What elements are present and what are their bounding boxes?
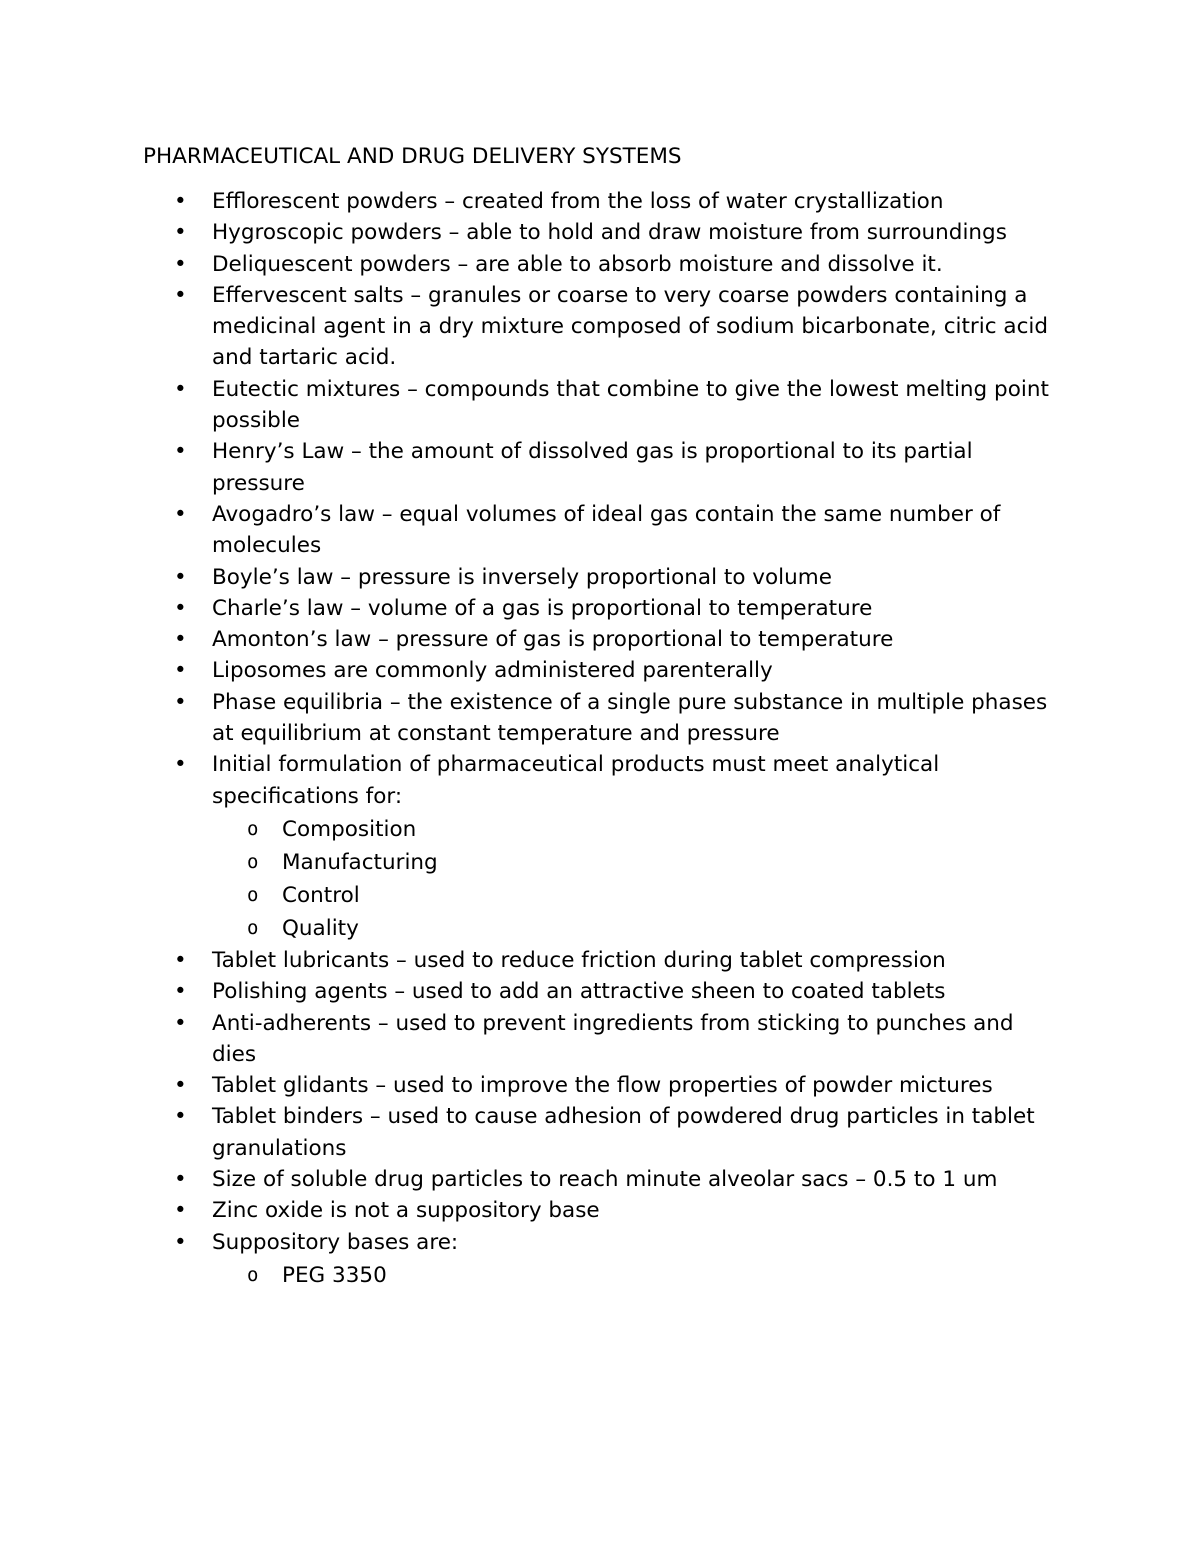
sub-bullet-icon: o (247, 817, 259, 840)
sub-list-item (212, 846, 1052, 879)
list-item-text: Suppository bases are: (212, 1229, 459, 1255)
sub-list-item (212, 1259, 1052, 1292)
bullet-icon: • (174, 658, 187, 684)
list-item (0, 374, 1052, 437)
sub-list-item-text: Manufacturing (282, 849, 438, 875)
sub-list-item (212, 879, 1052, 912)
bullet-icon: • (174, 1198, 187, 1224)
bullet-icon: • (174, 439, 187, 465)
bullet-icon: • (174, 627, 187, 653)
list-item-text: Polishing agents – used to add an attractive sheen to coated tablets (212, 979, 946, 1005)
list-item-text: Initial formulation of pharmaceutical products must meet analytical specifications for: (212, 752, 940, 809)
list-item-text: Tablet glidants – used to improve the flow properties of powder mictures (212, 1073, 993, 1099)
list-item-text: Amonton’s law – pressure of gas is proportional to temperature (212, 627, 894, 653)
list-item-text: Henry’s Law – the amount of dissolved gas is proportional to its partial pressure (212, 439, 973, 496)
bullet-icon: • (174, 1167, 187, 1193)
list-item-text: Avogadro’s law – equal volumes of ideal gas contain the same number of molecules (212, 501, 1001, 559)
bullet-icon: • (174, 1104, 187, 1130)
bullet-icon: • (174, 1010, 187, 1036)
bullet-icon: • (174, 282, 187, 308)
sub-list-item-text: Quality (282, 915, 359, 941)
bullet-icon: • (174, 689, 187, 715)
bullet-icon: • (174, 947, 187, 973)
list-item-text: Tablet lubricants – used to reduce friction during tablet compression (212, 947, 946, 973)
sub-bullet-icon: o (247, 1263, 259, 1286)
sub-list (212, 813, 1052, 945)
list-item (0, 687, 1052, 750)
list-item (0, 749, 1052, 945)
sub-bullet-icon: o (247, 883, 259, 906)
sub-list-item-text: Control (282, 882, 360, 908)
list-item (0, 976, 1052, 1007)
list-item-text: Tablet binders – used to cause adhesion of powdered drug particles in tablet granulations (212, 1104, 1035, 1161)
list-item-text: Hygroscopic powders – able to hold and draw moisture from surroundings (212, 220, 1007, 246)
list-item (0, 624, 1052, 655)
list-item (0, 1101, 1052, 1164)
bullet-icon: • (174, 979, 187, 1005)
list-item-text: Liposomes are commonly administered parenterally (212, 658, 773, 684)
list-item (0, 249, 1052, 280)
list-item-text: Eutectic mixtures – compounds that combine to give the lowest melting point possible (212, 376, 1049, 434)
sub-list-item-text: PEG 3350 (282, 1262, 387, 1288)
list-item (0, 1195, 1052, 1226)
bullet-icon: • (174, 251, 187, 277)
list-item (0, 655, 1052, 686)
bullet-list (0, 186, 1200, 1292)
list-item-text: Efflorescent powders – created from the loss of water crystallization (212, 189, 944, 214)
bullet-icon: • (174, 220, 187, 246)
list-item (0, 1008, 1052, 1071)
list-item-text: Deliquescent powders – are able to absorb moisture and dissolve it. (212, 251, 943, 277)
list-item (0, 1164, 1052, 1195)
list-item (0, 186, 1052, 217)
list-item (0, 1227, 1052, 1292)
sub-list (212, 1259, 1052, 1292)
bullet-icon: • (174, 501, 187, 527)
list-item-text: Effervescent salts – granules or coarse to very coarse powders containing a medicinal agent in a dry mixture composed of sodium bicarbonate, citric acid and tartaric acid. (212, 282, 1049, 371)
bullet-icon: • (174, 376, 187, 402)
list-item-text: Anti-adherents – used to prevent ingredients from sticking to punches and dies (212, 1010, 1014, 1067)
list-item (0, 945, 1052, 976)
sub-list-item (212, 813, 1052, 846)
list-item (0, 280, 1052, 374)
list-item-text: Size of soluble drug particles to reach minute alveolar sacs – 0.5 to 1 um (212, 1167, 998, 1193)
list-item-text: Phase equilibria – the existence of a single pure substance in multiple phases at equilibrium at constant temperature and pressure (212, 689, 1048, 747)
list-item-text: Charle’s law – volume of a gas is proportional to temperature (212, 595, 873, 621)
list-item (0, 1070, 1052, 1101)
sub-bullet-icon: o (247, 850, 259, 873)
bullet-icon: • (174, 564, 187, 590)
bullet-icon: • (174, 752, 187, 778)
bullet-icon: • (174, 1229, 187, 1255)
list-item (0, 562, 1052, 593)
list-item (0, 436, 1052, 499)
list-item-text: Zinc oxide is not a suppository base (212, 1198, 600, 1224)
list-item (0, 593, 1052, 624)
bullet-icon: • (174, 595, 187, 621)
sub-list-item-text: Composition (282, 816, 417, 842)
list-item-text: Boyle’s law – pressure is inversely proportional to volume (212, 564, 832, 590)
bullet-icon: • (174, 189, 187, 214)
list-item (0, 499, 1052, 562)
list-item (0, 217, 1052, 248)
document-title: PHARMACEUTICAL AND DRUG DELIVERY SYSTEMS (143, 144, 682, 169)
sub-bullet-icon: o (247, 916, 259, 939)
sub-list-item (212, 912, 1052, 945)
bullet-icon: • (174, 1073, 187, 1099)
